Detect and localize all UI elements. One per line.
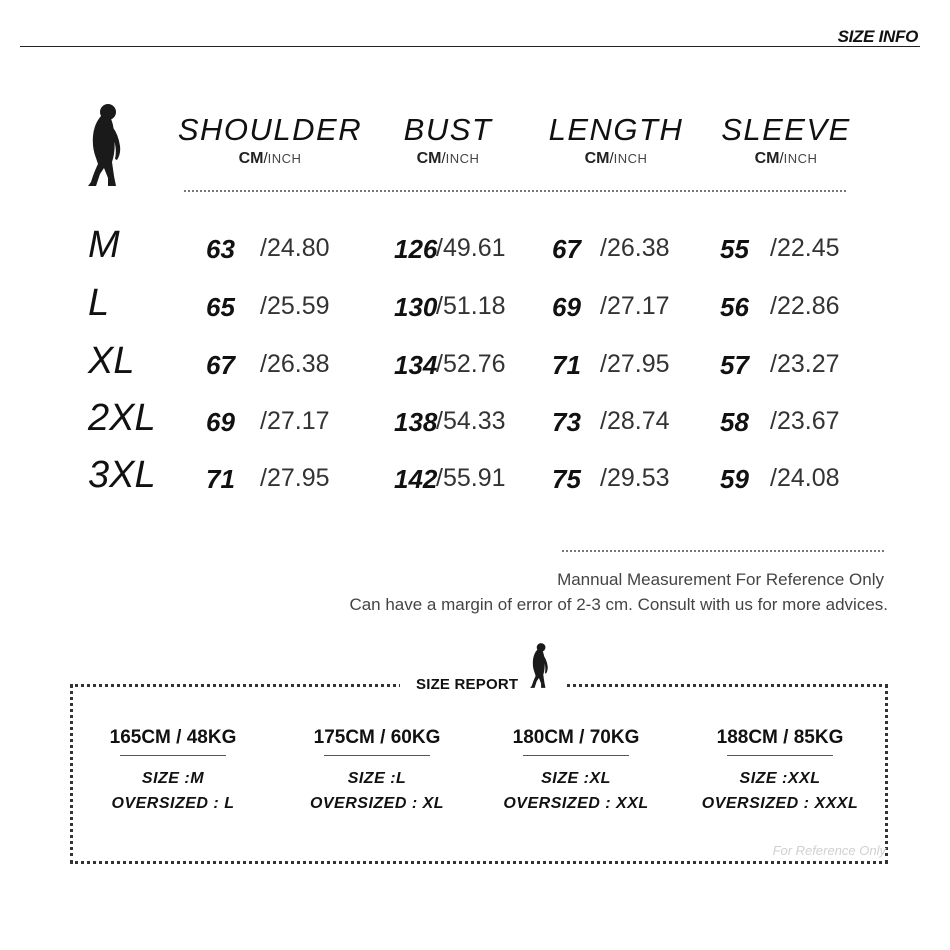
notes-dotted-divider <box>562 550 884 552</box>
table-row <box>88 340 868 396</box>
reference-only-note: For Reference Only <box>772 843 886 858</box>
column-name: SLEEVE <box>721 112 851 147</box>
sleeve-inch: /23.27 <box>770 350 840 378</box>
length-inch: /27.95 <box>600 350 670 378</box>
report-item <box>78 727 268 816</box>
report-item-divider <box>727 755 833 756</box>
length-cm: 75 <box>552 464 581 494</box>
sleeve-inch: /22.45 <box>770 234 840 262</box>
length-cm: 73 <box>552 407 581 437</box>
size-label: M <box>88 224 120 266</box>
header-divider <box>20 46 920 47</box>
oversized-size: OVERSIZED : L <box>111 795 235 812</box>
header-dotted-divider <box>184 190 846 192</box>
column-unit: CM/INCH <box>584 150 648 167</box>
shoulder-inch: /27.95 <box>260 464 330 492</box>
column-unit: CM/INCH <box>754 150 818 167</box>
size-label: 3XL <box>88 454 156 496</box>
report-item <box>481 727 671 816</box>
column-unit: CM/INCH <box>238 150 302 167</box>
bust-inch: /54.33 <box>436 407 506 435</box>
sleeve-cm: 56 <box>720 292 749 322</box>
column-name: BUST <box>403 112 493 147</box>
note-reference-only: Mannual Measurement For Reference Only <box>557 570 884 589</box>
oversized-size: OVERSIZED : XXL <box>503 795 649 812</box>
sleeve-inch: /24.08 <box>770 464 840 492</box>
bust-cm: 138 <box>394 407 438 437</box>
height-weight: 165CM / 48KG <box>109 727 237 748</box>
bust-cm: 142 <box>394 464 438 494</box>
shoulder-inch: /27.17 <box>260 407 330 435</box>
recommended-size: SIZE :XXL <box>739 770 821 787</box>
size-report-title: SIZE REPORT <box>416 676 519 693</box>
table-row <box>88 224 868 280</box>
column-header-shoulder <box>170 112 370 168</box>
bust-cm: 134 <box>394 350 438 380</box>
size-label: L <box>88 282 110 324</box>
report-item-divider <box>523 755 629 756</box>
report-item <box>282 727 472 816</box>
bust-inch: /55.91 <box>436 464 506 492</box>
shoulder-cm: 69 <box>206 407 235 437</box>
length-inch: /27.17 <box>600 292 670 320</box>
table-row <box>88 454 868 510</box>
bust-cm: 130 <box>394 292 438 322</box>
length-cm: 71 <box>552 350 581 380</box>
column-name: LENGTH <box>548 112 684 147</box>
length-inch: /28.74 <box>600 407 670 435</box>
page-title: SIZE INFO <box>837 27 918 46</box>
sleeve-inch: /23.67 <box>770 407 840 435</box>
height-weight: 180CM / 70KG <box>512 727 640 748</box>
sleeve-cm: 55 <box>720 234 749 264</box>
length-cm: 67 <box>552 234 581 264</box>
ape-figure-icon <box>528 642 552 690</box>
table-row <box>88 282 868 338</box>
recommended-size: SIZE :L <box>347 770 407 787</box>
table-row <box>88 397 868 453</box>
report-item-divider <box>324 755 430 756</box>
sleeve-inch: /22.86 <box>770 292 840 320</box>
height-weight: 188CM / 85KG <box>716 727 844 748</box>
length-inch: /29.53 <box>600 464 670 492</box>
sleeve-cm: 58 <box>720 407 749 437</box>
recommended-size: SIZE :M <box>141 770 205 787</box>
report-item-divider <box>120 755 226 756</box>
bust-inch: /49.61 <box>436 234 506 262</box>
report-item <box>685 727 875 816</box>
size-label: 2XL <box>88 397 156 439</box>
bust-inch: /51.18 <box>436 292 506 320</box>
height-weight: 175CM / 60KG <box>313 727 441 748</box>
ape-figure-icon <box>84 102 128 190</box>
shoulder-cm: 63 <box>206 234 235 264</box>
shoulder-inch: /25.59 <box>260 292 330 320</box>
size-label: XL <box>88 340 135 382</box>
bust-inch: /52.76 <box>436 350 506 378</box>
shoulder-cm: 65 <box>206 292 235 322</box>
sleeve-cm: 57 <box>720 350 749 380</box>
recommended-size: SIZE :XL <box>541 770 611 787</box>
oversized-size: OVERSIZED : XXXL <box>701 795 859 812</box>
oversized-size: OVERSIZED : XL <box>309 795 445 812</box>
shoulder-inch: /24.80 <box>260 234 330 262</box>
length-cm: 69 <box>552 292 581 322</box>
column-header-sleeve <box>686 112 886 168</box>
shoulder-cm: 71 <box>206 464 235 494</box>
note-margin-of-error: Can have a margin of error of 2-3 cm. Consult with us for more advices. <box>349 595 888 614</box>
shoulder-cm: 67 <box>206 350 235 380</box>
column-name: SHOULDER <box>177 112 363 147</box>
column-unit: CM/INCH <box>416 150 480 167</box>
shoulder-inch: /26.38 <box>260 350 330 378</box>
bust-cm: 126 <box>394 234 438 264</box>
sleeve-cm: 59 <box>720 464 749 494</box>
length-inch: /26.38 <box>600 234 670 262</box>
